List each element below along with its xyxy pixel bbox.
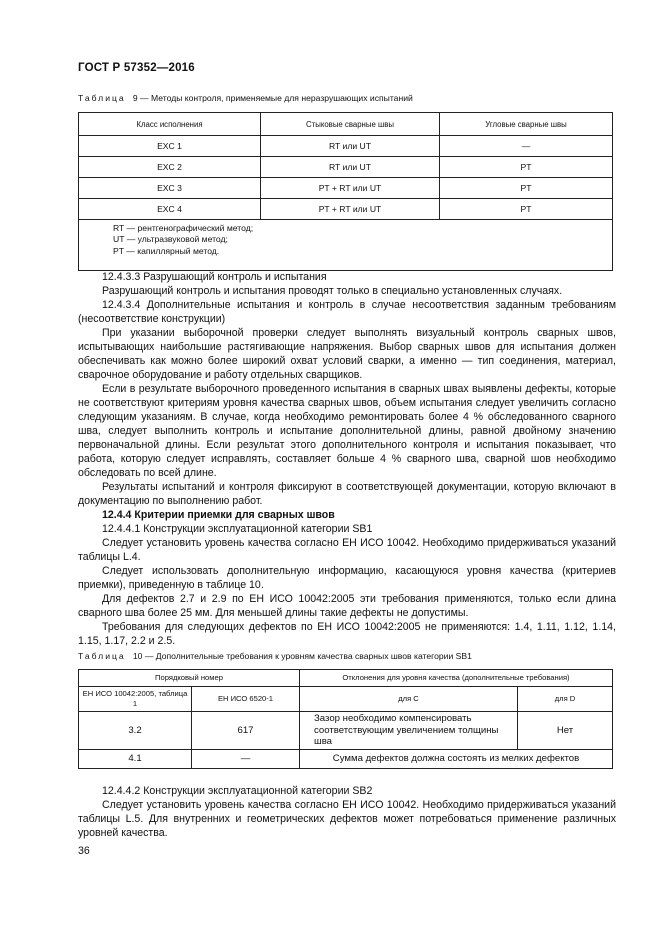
column-header: Класс исполнения <box>79 113 261 136</box>
table-cell: Зазор необходимо компенсировать соответствующим увеличением толщины шва <box>300 712 518 750</box>
page-number: 36 <box>78 845 90 857</box>
section-heading: 12.4.4.2 Конструкции эксплуатационной категории SB2 <box>102 785 373 797</box>
section-heading: 12.4.3.3 Разрушающий контроль и испытания <box>102 271 327 283</box>
column-header: для С <box>300 687 518 712</box>
table-row <box>79 157 613 178</box>
table-cell: EXC 1 <box>79 136 261 157</box>
body-text <box>78 270 616 648</box>
table-cell: RT или UT <box>261 136 440 157</box>
table-header-row <box>79 670 613 687</box>
table10-caption: Таблица 10 — Дополнительные требования к уровням качества сварных швов категории SB1 <box>78 651 472 661</box>
table-row <box>79 199 613 220</box>
paragraph: Следует использовать дополнительную информацию, касающуюся уровня качества (критериев приемки), приведенную в таблице 10. <box>78 565 616 591</box>
column-header: ЕН ИСО 10042:2005, таблица 1 <box>79 687 192 712</box>
section-heading: 12.4.3.4 Дополнительные испытания и контроль в случае несоответствия заданным требованиям (несоответствие конструкции) <box>78 299 616 325</box>
table-cell: PT <box>440 157 613 178</box>
column-header: ЕН ИСО 6520-1 <box>192 687 300 712</box>
table-cell: PT + RT или UT <box>261 199 440 220</box>
table-cell: PT + RT или UT <box>261 178 440 199</box>
table-cell: — <box>440 136 613 157</box>
document-header: ГОСТ Р 57352—2016 <box>78 62 195 74</box>
paragraph: Если в результате выборочного проведенного испытания в сварных швах выявлены дефекты, которые не соответствуют критериям уровня качества сварных швов, объем испытания следует увеличить согласно следующим указаниям. В случае, когда необходимо ремонтировать более 4 % обследованного сварного шва, следует выполнить контроль и испытание дополнительной длины, равной двойному значению первоначальной длины. Если результат этого дополнительного контроля и испытания показывает, что работа, которую следует исправлять, составляет больше 4 % сварного шва, сварной шов необходимо обследовать по всей длине. <box>78 383 616 479</box>
paragraph: Результаты испытаний и контроля фиксируют в соответствующей документации, которую включают в документацию по выполнению работ. <box>78 481 616 507</box>
note-line: PT — капиллярный метод. <box>113 245 220 256</box>
paragraph: Требования для следующих дефектов по ЕН ИСО 10042:2005 не применяются: 1.4, 1.11, 1.12, 1.14, 1.15, 1.17, 2.2 и 2.5. <box>78 621 616 647</box>
table-cell: PT <box>440 199 613 220</box>
paragraph: Разрушающий контроль и испытания проводят только в специально установленных случаях. <box>102 285 563 297</box>
section-heading: 12.4.4.1 Конструкции эксплуатационной категории SB1 <box>102 523 373 535</box>
table9-caption: Таблица 9 — Методы контроля, применяемые для неразрушающих испытаний <box>78 93 413 103</box>
column-group-header: Порядковый номер <box>79 670 300 687</box>
table-cell: EXC 3 <box>79 178 261 199</box>
column-header: Стыковые сварные швы <box>261 113 440 136</box>
table-cell: 4.1 <box>79 749 192 768</box>
section-heading-bold: 12.4.4 Критерии приемки для сварных швов <box>102 509 335 521</box>
table-row <box>79 178 613 199</box>
table-cell: 3.2 <box>79 712 192 750</box>
table-row <box>79 136 613 157</box>
table-row <box>79 712 613 750</box>
table-cell: RT или UT <box>261 157 440 178</box>
column-header: для D <box>518 687 613 712</box>
note-line: RT — рентгенографический метод; <box>113 223 254 233</box>
table-row <box>79 749 613 768</box>
table-cell: 617 <box>192 712 300 750</box>
paragraph: Следует установить уровень качества согласно ЕН ИСО 10042. Необходимо придерживаться указаний таблицы L.4. <box>78 537 616 563</box>
table-cell-merged: Сумма дефектов должна состоять из мелких дефектов <box>300 749 613 768</box>
table-9 <box>78 112 613 271</box>
table-cell: Нет <box>518 712 613 750</box>
table-cell: PT <box>440 178 613 199</box>
column-group-header: Отклонения для уровня качества (дополнительные требования) <box>300 670 613 687</box>
table-cell: EXC 4 <box>79 199 261 220</box>
table-subheader-row <box>79 687 613 712</box>
table-10 <box>78 669 613 769</box>
table-notes-row <box>79 220 613 271</box>
column-header: Угловые сварные швы <box>440 113 613 136</box>
table-notes <box>79 220 613 271</box>
paragraph: При указании выборочной проверки следует выполнять визуальный контроль сварных швов, испытывающих наибольшие растягивающие напряжения. Выбор сварных швов для испытания должен обеспечивать как можно более широкий охват условий сварки, а именно — тип соединения, материал, сварочное оборудование и работу отдельных сварщиков. <box>78 327 616 381</box>
paragraph: Для дефектов 2.7 и 2.9 по ЕН ИСО 10042:2005 эти требования применяются, только если длина сварного шва более 25 мм. Для меньшей длины такие дефекты не допустимы. <box>78 593 616 619</box>
note-line: UT — ультразвуковой метод; <box>113 234 228 245</box>
paragraph: Следует установить уровень качества согласно ЕН ИСО 10042. Необходимо придерживаться указаний таблицы L.5. Для внутренних и геометрических дефектов может потребоваться применение различных уровней качества. <box>78 799 616 839</box>
table-cell: EXC 2 <box>79 157 261 178</box>
table-header-row <box>79 113 613 136</box>
table-cell: — <box>192 749 300 768</box>
body-text-continued <box>78 784 616 840</box>
